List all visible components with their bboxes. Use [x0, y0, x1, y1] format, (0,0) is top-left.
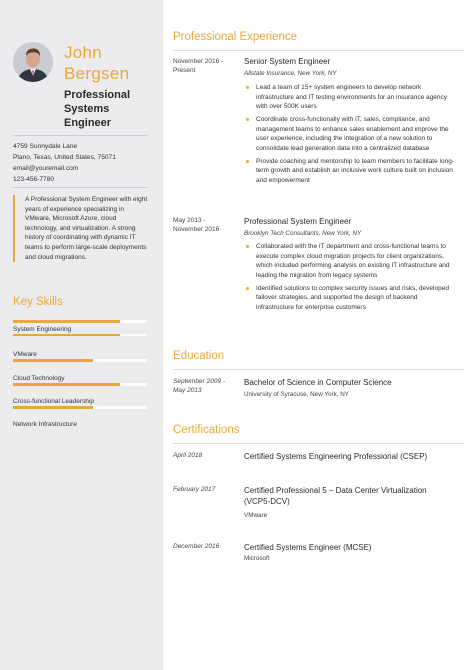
date-end: November 2016 [173, 226, 220, 233]
cert-title [244, 485, 464, 507]
bullet-icon [246, 245, 249, 248]
education-date [173, 377, 243, 395]
cert-title [244, 451, 464, 462]
experience-heading: Professional Experience [173, 31, 298, 43]
bullet-icon [246, 160, 249, 163]
address-line: 4759 Sunnydale Lane [13, 143, 78, 150]
cert-date: April 2018 [173, 452, 203, 459]
list-item [244, 83, 454, 112]
job-title-line: Professional [64, 89, 131, 101]
skills-heading: Key Skills [13, 296, 63, 308]
job-bullets [244, 242, 454, 316]
skill-item [13, 397, 148, 409]
profile-summary: A Professional System Engineer with eight years of experience specializing in VMware, Microsoft Azure, cloud technology, and virtualization. A strong history of coordinating with dynamic IT teams to perform large-scale deployments and cloud migrations. [13, 195, 148, 262]
list-item [244, 115, 454, 153]
divider [13, 187, 148, 188]
job-title: Senior System Engineer [244, 57, 331, 66]
email-link[interactable]: email@youremail.com [13, 165, 79, 172]
job-bullets [244, 83, 454, 189]
degree-title: Bachelor of Science in Computer Science [244, 378, 392, 387]
job-date [173, 216, 243, 234]
skill-bar [13, 406, 147, 409]
list-item [244, 242, 454, 280]
skill-bar [13, 359, 147, 362]
cert-title [244, 542, 464, 553]
date-start: May 2013 - [173, 217, 206, 224]
skill-label: Network Infrastructure [13, 421, 77, 428]
cert-issuer: Microsoft [244, 555, 270, 562]
bullet-icon [246, 118, 249, 121]
job-title: Professional System Engineer [244, 217, 352, 226]
skill-label: Cloud Technology [13, 375, 65, 382]
section-divider [173, 50, 464, 51]
date-end: May 2013 [173, 387, 202, 394]
date-end: Present [173, 67, 196, 74]
candidate-name [64, 42, 129, 84]
cert-date: December 2016 [173, 543, 220, 550]
skill-item [13, 374, 148, 386]
skill-bar [13, 383, 147, 386]
skill-bar-fill [13, 320, 120, 323]
skill-item [13, 320, 148, 336]
date-start: November 2016 - [173, 58, 224, 65]
certifications-heading: Certifications [173, 424, 240, 436]
cert-title-line: Certified Systems Engineer (MCSE) [244, 543, 372, 552]
cert-title-line: (VCP5-DCV) [244, 497, 290, 506]
skill-item [13, 420, 148, 429]
cert-title-line: Certified Systems Engineering Professional (CSEP) [244, 452, 428, 461]
bullet-text: Provide coaching and mentorship to team members to facilitate long-term growth and establish an inclusive work culture built on inclusion and empowerment [256, 157, 454, 184]
sidebar [0, 0, 163, 670]
bullet-text: Identified solutions to complex security issues and risks, developed failover strategies, and supported the design of backend infrastructure for enterprise customers [256, 284, 449, 311]
skill-bar [13, 334, 147, 337]
skill-label: System Engineering [13, 325, 72, 333]
bullet-text: Coordinate cross-functionally with IT, sales, compliance, and management teams to enhance sales enablement and improve the user experience, including the integration of a new solution to consolidate lead generation data into a centralized database [256, 116, 449, 152]
main-content [163, 0, 474, 670]
education-heading: Education [173, 350, 225, 362]
skill-label: Cross-functional Leadership [13, 398, 94, 405]
phone-number: 123-456-7780 [13, 176, 55, 183]
divider [13, 135, 148, 136]
last-name: Bergsen [64, 64, 130, 83]
skill-bar-fill [13, 406, 93, 409]
bullet-icon [246, 86, 249, 89]
job-title-line: Engineer [64, 117, 112, 129]
bullet-icon [246, 287, 249, 290]
skill-bar-fill [13, 383, 120, 386]
skill-bar-fill [13, 359, 93, 362]
bullet-text: Lead a team of 15+ system engineers to develop network infrastructure and IT testing environments for an insurance agency with over 500K users [256, 84, 448, 110]
first-name: John [64, 43, 103, 62]
person-photo-icon [13, 42, 53, 82]
bullet-text: Collaborated with the IT department and cross-functional teams to execute complex cloud migration projects for client organizations, which included performing analysis on existing IT infrastructure and leading the migration from legacy systems [256, 243, 450, 279]
section-divider [173, 369, 464, 370]
list-item [244, 157, 454, 186]
skill-label: VMware [13, 351, 37, 358]
school-name: University of Syracuse, New York, NY [244, 391, 349, 398]
section-divider [173, 443, 464, 444]
company-name: Brooklyn Tech Consultants, New York, NY [244, 230, 362, 237]
avatar [13, 42, 53, 82]
skill-bar [13, 320, 147, 323]
job-date [173, 57, 243, 75]
cert-title-line: Certified Professional 5 – Data Center Virtualization [244, 486, 427, 495]
contact-info [13, 141, 158, 185]
address-line: Plano, Texas, United States, 75071 [13, 154, 116, 161]
cert-issuer: VMware [244, 512, 268, 519]
skill-bar-fill [13, 334, 120, 337]
cert-date: February 2017 [173, 486, 216, 493]
job-title-line: Systems [64, 103, 110, 115]
date-start: September 2009 - [173, 378, 226, 385]
list-item [244, 284, 454, 313]
skill-item [13, 350, 148, 362]
job-title [64, 88, 159, 130]
company-name: Allstate Insurance, New York, NY [244, 70, 337, 77]
